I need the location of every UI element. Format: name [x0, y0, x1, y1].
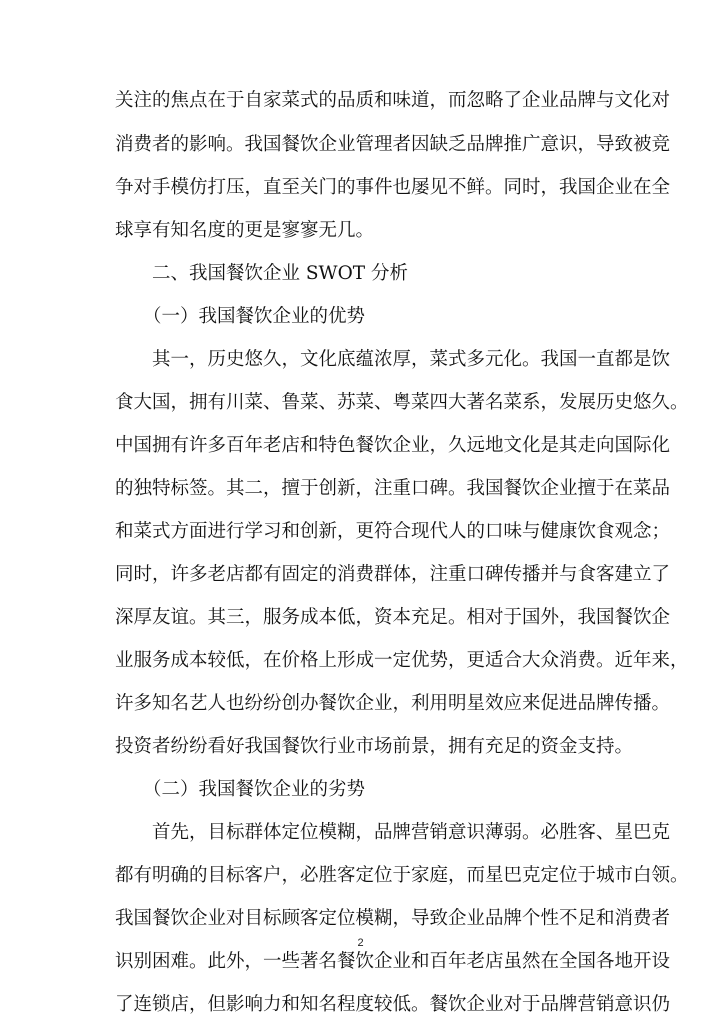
- body-line: 食大国，拥有川菜、鲁菜、苏菜、粤菜四大著名菜系，发展历史悠久。: [115, 392, 689, 413]
- body-line: 投资者纷纷看好我国餐饮行业市场前景，拥有充足的资金支持。: [115, 736, 634, 757]
- body-line: 球享有知名度的更是寥寥无几。: [115, 220, 375, 241]
- body-line: 深厚友谊。其三，服务成本低，资本充足。相对于国外，我国餐饮企: [115, 607, 671, 628]
- body-line: 了连锁店，但影响力和知名程度较低。餐饮企业对于品牌营销意识仍: [115, 994, 671, 1015]
- body-line: 的独特标签。其二，擅于创新，注重口碑。我国餐饮企业擅于在菜品: [115, 478, 671, 499]
- body-line: 业服务成本较低，在价格上形成一定优势，更适合大众消费。近年来，: [115, 650, 689, 671]
- body-line: 同时，许多老店都有固定的消费群体，注重口碑传播并与食客建立了: [115, 564, 671, 585]
- body-line: 关注的焦点在于自家菜式的品质和味道，而忽略了企业品牌与文化对: [115, 90, 671, 111]
- section-heading: 二、我国餐饮企业 SWOT 分析: [152, 263, 408, 284]
- page-number: 2: [357, 937, 364, 949]
- body-line: 识别困难。此外，一些著名餐饮企业和百年老店虽然在全国各地开设: [115, 951, 671, 972]
- paragraph-first-line: 首先，目标群体定位模糊，品牌营销意识薄弱。必胜客、星巴克: [152, 822, 671, 843]
- body-line: 都有明确的目标客户，必胜客定位于家庭，而星巴克定位于城市白领。: [115, 865, 689, 886]
- body-line: 和菜式方面进行学习和创新，更符合现代人的口味与健康饮食观念；: [115, 521, 671, 542]
- subsection-heading-weaknesses: （二）我国餐饮企业的劣势: [143, 779, 366, 800]
- body-line: 消费者的影响。我国餐饮企业管理者因缺乏品牌推广意识，导致被竞: [115, 134, 671, 155]
- paragraph-first-line: 其一，历史悠久，文化底蕴浓厚，菜式多元化。我国一直都是饮: [152, 349, 671, 370]
- body-line: 中国拥有许多百年老店和特色餐饮企业，久远地文化是其走向国际化: [115, 435, 671, 456]
- body-line: 我国餐饮企业对目标顾客定位模糊，导致企业品牌个性不足和消费者: [115, 908, 671, 929]
- subsection-heading-strengths: （一）我国餐饮企业的优势: [143, 306, 366, 327]
- body-line: 许多知名艺人也纷纷创办餐饮企业，利用明星效应来促进品牌传播。: [115, 693, 671, 714]
- body-line: 争对手模仿打压，直至关门的事件也屡见不鲜。同时，我国企业在全: [115, 177, 671, 198]
